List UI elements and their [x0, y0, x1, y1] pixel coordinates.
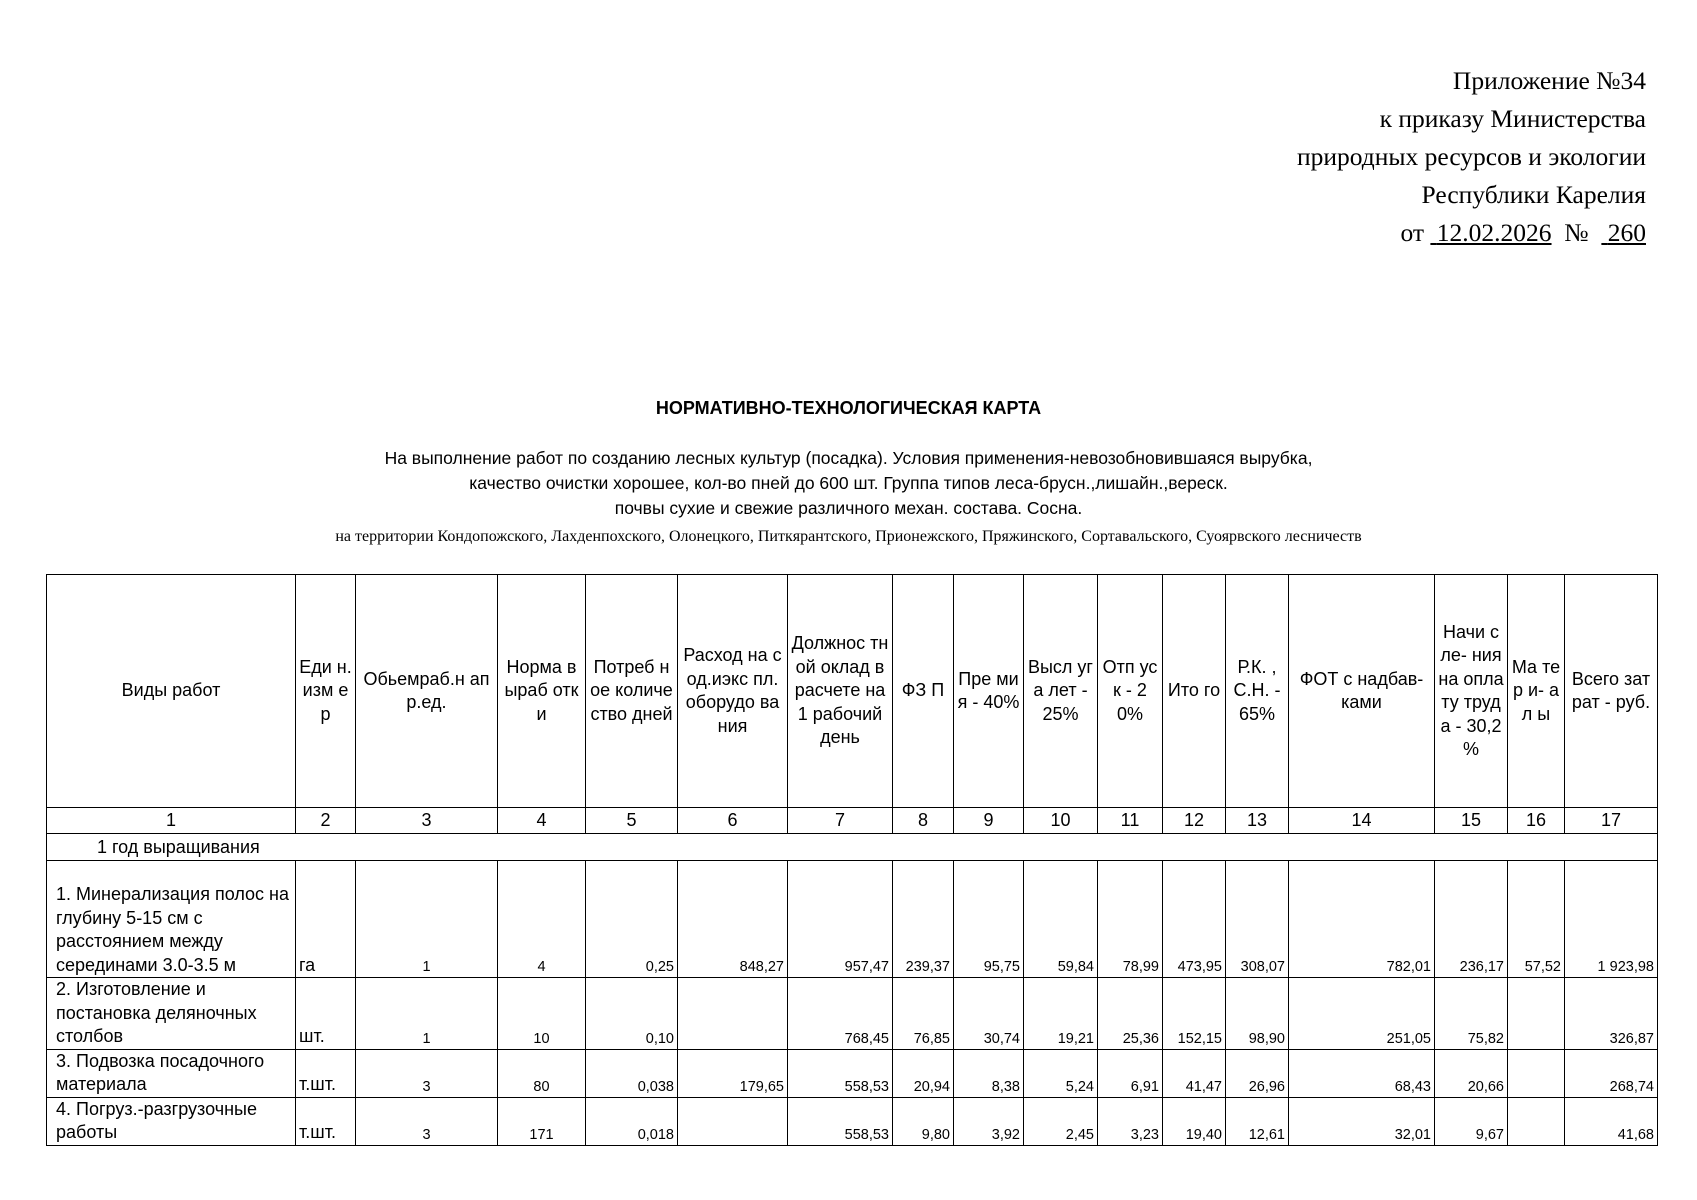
- column-number: 10: [1024, 808, 1098, 834]
- fot-cell: 782,01: [1289, 861, 1435, 978]
- column-number: 14: [1289, 808, 1435, 834]
- table-row: [47, 1049, 1658, 1097]
- vacation-cell: 6,91: [1098, 1049, 1163, 1097]
- column-header: Должнос тной оклад в расчете на 1 рабочий день: [788, 575, 893, 808]
- appendix-line: Республики Карелия: [1421, 180, 1646, 209]
- seniority-cell: 5,24: [1024, 1049, 1098, 1097]
- norm-cell: 10: [498, 978, 586, 1050]
- column-header: Ма тер и- ал ы: [1508, 575, 1565, 808]
- tech-card-table: [46, 574, 1658, 1146]
- column-header: Начи сле- ния на опла ту труд а - 30,2 %: [1435, 575, 1508, 808]
- header-row: [47, 575, 1658, 808]
- territory-line: на территории Кондопожского, Лахденпохского, Олонецкого, Питкярантского, Прионежского, Пряжинского, Сортавальского, Суоярвского лесничеств: [335, 528, 1362, 545]
- fzp-cell: 76,85: [893, 978, 954, 1050]
- equipment-cost-cell: [678, 978, 788, 1050]
- column-header: Р.К. , С.Н. - 65%: [1226, 575, 1289, 808]
- work-type-cell: 3. Подвозка посадочного материала: [47, 1049, 296, 1097]
- fot-cell: 32,01: [1289, 1097, 1435, 1145]
- days-cell: 0,25: [586, 861, 678, 978]
- volume-cell: 3: [356, 1097, 498, 1145]
- bonus-cell: 3,92: [954, 1097, 1024, 1145]
- fzp-cell: 239,37: [893, 861, 954, 978]
- vacation-cell: 25,36: [1098, 978, 1163, 1050]
- column-header: Всего затрат - руб.: [1565, 575, 1658, 808]
- column-header: Норма выраб отки: [498, 575, 586, 808]
- rk-cell: 98,90: [1226, 978, 1289, 1050]
- equipment-cost-cell: [678, 1097, 788, 1145]
- total-cost-cell: 326,87: [1565, 978, 1658, 1050]
- vacation-cell: 3,23: [1098, 1097, 1163, 1145]
- column-number: 16: [1508, 808, 1565, 834]
- table-row: [47, 978, 1658, 1050]
- order-date-line: [946, 214, 1646, 252]
- norm-cell: 171: [498, 1097, 586, 1145]
- fzp-cell: 9,80: [893, 1097, 954, 1145]
- seniority-cell: 2,45: [1024, 1097, 1098, 1145]
- section-row: [47, 834, 1658, 861]
- norm-cell: 80: [498, 1049, 586, 1097]
- date-prefix: от: [1400, 218, 1425, 247]
- column-number: 4: [498, 808, 586, 834]
- total-cell: 41,47: [1163, 1049, 1226, 1097]
- column-number: 9: [954, 808, 1024, 834]
- column-number: 17: [1565, 808, 1658, 834]
- salary-cell: 957,47: [788, 861, 893, 978]
- document-title: НОРМАТИВНО-ТЕХНОЛОГИЧЕСКАЯ КАРТА: [655, 398, 1042, 418]
- column-number: 6: [678, 808, 788, 834]
- total-cell: 152,15: [1163, 978, 1226, 1050]
- column-header: ФЗ П: [893, 575, 954, 808]
- accrual-cell: 75,82: [1435, 978, 1508, 1050]
- bonus-cell: 8,38: [954, 1049, 1024, 1097]
- unit-cell: т.шт.: [296, 1049, 356, 1097]
- column-header: Ито го: [1163, 575, 1226, 808]
- rk-cell: 26,96: [1226, 1049, 1289, 1097]
- total-cost-cell: 1 923,98: [1565, 861, 1658, 978]
- total-cost-cell: 41,68: [1565, 1097, 1658, 1145]
- materials-cell: 57,52: [1508, 861, 1565, 978]
- work-type-cell: 1. Минерализация полос на глубину 5-15 см с расстоянием между серединами 3.0-3.5 м: [47, 861, 296, 978]
- appendix-header: [946, 62, 1646, 252]
- volume-cell: 1: [356, 861, 498, 978]
- column-header: Обьемраб.н апр.ед.: [356, 575, 498, 808]
- seniority-cell: 19,21: [1024, 978, 1098, 1050]
- section-label: 1 год выращивания: [47, 834, 1658, 861]
- order-date: 12.02.2026: [1436, 218, 1552, 247]
- column-number: 13: [1226, 808, 1289, 834]
- total-cost-cell: 268,74: [1565, 1049, 1658, 1097]
- total-cell: 473,95: [1163, 861, 1226, 978]
- fzp-cell: 20,94: [893, 1049, 954, 1097]
- column-number: 3: [356, 808, 498, 834]
- column-number-row: [47, 808, 1658, 834]
- description-line: На выполнение работ по созданию лесных культур (посадка). Условия применения-невозобновившаяся вырубка,: [384, 448, 1313, 468]
- work-type-cell: 4. Погруз.-разгрузочные работы: [47, 1097, 296, 1145]
- unit-cell: шт.: [296, 978, 356, 1050]
- salary-cell: 768,45: [788, 978, 893, 1050]
- accrual-cell: 236,17: [1435, 861, 1508, 978]
- description-line: качество очистки хорошее, кол-во пней до 600 шт. Группа типов леса-брусн.,лишайн.,вереск.: [469, 473, 1228, 493]
- column-header: Еди н. изм ер: [296, 575, 356, 808]
- rk-cell: 308,07: [1226, 861, 1289, 978]
- rk-cell: 12,61: [1226, 1097, 1289, 1145]
- column-number: 15: [1435, 808, 1508, 834]
- accrual-cell: 20,66: [1435, 1049, 1508, 1097]
- total-cell: 19,40: [1163, 1097, 1226, 1145]
- column-number: 5: [586, 808, 678, 834]
- seniority-cell: 59,84: [1024, 861, 1098, 978]
- materials-cell: [1508, 978, 1565, 1050]
- column-number: 8: [893, 808, 954, 834]
- salary-cell: 558,53: [788, 1097, 893, 1145]
- days-cell: 0,038: [586, 1049, 678, 1097]
- column-header: Виды работ: [47, 575, 296, 808]
- equipment-cost-cell: 179,65: [678, 1049, 788, 1097]
- column-number: 11: [1098, 808, 1163, 834]
- column-header: ФОТ с надбав-ками: [1289, 575, 1435, 808]
- norm-cell: 4: [498, 861, 586, 978]
- description: [0, 446, 1697, 521]
- column-header: Высл уга лет - 25%: [1024, 575, 1098, 808]
- column-header: Расход на сод.иэкс пл. оборудо вания: [678, 575, 788, 808]
- unit-cell: т.шт.: [296, 1097, 356, 1145]
- bonus-cell: 95,75: [954, 861, 1024, 978]
- column-header: Отп уск - 20%: [1098, 575, 1163, 808]
- column-number: 12: [1163, 808, 1226, 834]
- days-cell: 0,10: [586, 978, 678, 1050]
- salary-cell: 558,53: [788, 1049, 893, 1097]
- column-number: 2: [296, 808, 356, 834]
- volume-cell: 1: [356, 978, 498, 1050]
- fot-cell: 68,43: [1289, 1049, 1435, 1097]
- column-number: 1: [47, 808, 296, 834]
- number-sign: №: [1564, 218, 1589, 247]
- table-row: [47, 1097, 1658, 1145]
- materials-cell: [1508, 1097, 1565, 1145]
- description-line: почвы сухие и свежие различного механ. состава. Сосна.: [614, 498, 1083, 518]
- days-cell: 0,018: [586, 1097, 678, 1145]
- fot-cell: 251,05: [1289, 978, 1435, 1050]
- appendix-line: к приказу Министерства: [1379, 104, 1646, 133]
- bonus-cell: 30,74: [954, 978, 1024, 1050]
- column-header: Потреб ное количе ство дней: [586, 575, 678, 808]
- appendix-line: природных ресурсов и экологии: [1296, 142, 1646, 171]
- table-row: [47, 861, 1658, 978]
- accrual-cell: 9,67: [1435, 1097, 1508, 1145]
- unit-cell: га: [296, 861, 356, 978]
- column-number: 7: [788, 808, 893, 834]
- equipment-cost-cell: 848,27: [678, 861, 788, 978]
- materials-cell: [1508, 1049, 1565, 1097]
- appendix-line: Приложение №34: [1452, 66, 1646, 95]
- vacation-cell: 78,99: [1098, 861, 1163, 978]
- order-number: 260: [1607, 218, 1646, 247]
- work-type-cell: 2. Изготовление и постановка деляночных столбов: [47, 978, 296, 1050]
- volume-cell: 3: [356, 1049, 498, 1097]
- column-header: Пре мия - 40%: [954, 575, 1024, 808]
